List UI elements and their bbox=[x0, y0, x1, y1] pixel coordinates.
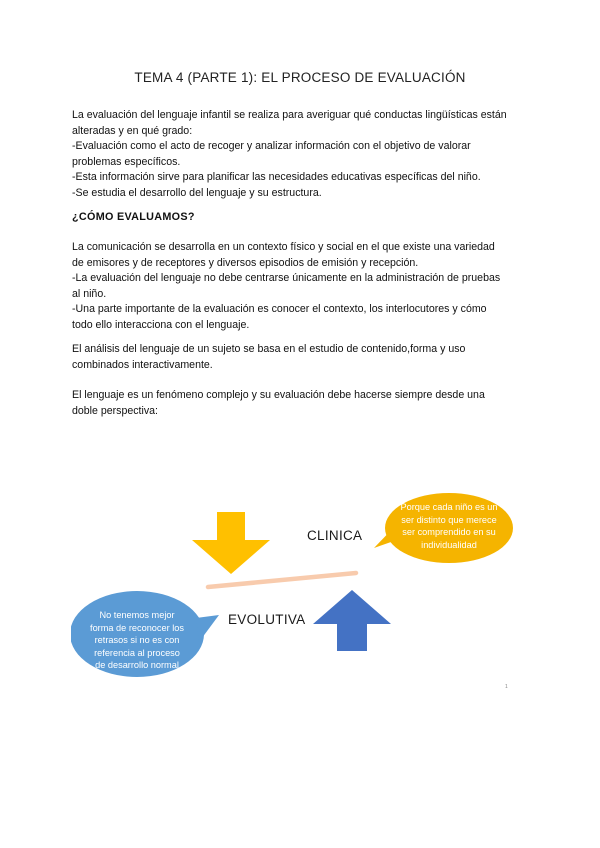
clinica-label: CLINICA bbox=[307, 528, 363, 543]
analysis-line: El análisis del lenguaje de un sujeto se basa en el estudio de contenido,forma y uso bbox=[72, 343, 466, 355]
evolutiva-bubble-text bbox=[75, 609, 199, 672]
intro-paragraph bbox=[72, 108, 532, 202]
up-arrow-icon bbox=[313, 590, 391, 651]
evaluation-perspectives-diagram bbox=[71, 484, 529, 694]
evolutiva-label: EVOLUTIVA bbox=[228, 612, 306, 627]
intro-line: alteradas y en qué grado: bbox=[72, 124, 193, 137]
evolutiva-bubble-line: No tenemos mejor bbox=[99, 610, 175, 620]
intro-line: -Evaluación como el acto de recoger y analizar información con el objetivo de valorar bbox=[72, 140, 471, 153]
context-paragraph bbox=[72, 240, 532, 334]
balance-bar bbox=[208, 573, 356, 587]
clinica-bubble-line: individualidad bbox=[421, 539, 477, 550]
perspective-line: doble perspectiva: bbox=[72, 404, 158, 417]
evolutiva-bubble-line: de desarrollo normal bbox=[95, 660, 179, 670]
intro-line: La evaluación del lenguaje infantil se realiza para averiguar qué conductas lingüísticas están bbox=[72, 109, 507, 121]
clinica-bubble-line: Porque cada niño es un bbox=[400, 502, 498, 512]
context-line: La comunicación se desarrolla en un contexto físico y social en el que existe una variedad bbox=[72, 241, 495, 253]
analysis-line: combinados interactivamente. bbox=[72, 358, 213, 371]
clinica-bubble-text bbox=[389, 501, 509, 551]
down-arrow-icon bbox=[192, 512, 270, 574]
intro-line: -Se estudia el desarrollo del lenguaje y su estructura. bbox=[72, 186, 322, 199]
perspective-paragraph bbox=[72, 388, 532, 419]
clinica-bubble-line: ser comprendido en su bbox=[402, 527, 496, 537]
intro-line: -Esta información sirve para planificar las necesidades educativas específicas del niño. bbox=[72, 171, 481, 184]
context-line: de emisores y de receptores y diversos episodios de emisión y recepción. bbox=[72, 256, 419, 269]
analysis-paragraph bbox=[72, 342, 532, 373]
page-title: TEMA 4 (PARTE 1): EL PROCESO DE EVALUACIÓN bbox=[134, 70, 466, 85]
context-line: -La evaluación del lenguaje no debe centrarse únicamente en la administración de pruebas bbox=[72, 272, 501, 285]
intro-line: problemas específicos. bbox=[72, 155, 181, 168]
clinica-bubble-line: ser distinto que merece bbox=[401, 514, 497, 525]
perspective-line: El lenguaje es un fenómeno complejo y su evaluación debe hacerse siempre desde una bbox=[72, 389, 485, 401]
context-line: todo ello interacciona con el lenguaje. bbox=[72, 318, 250, 331]
context-line: al niño. bbox=[72, 287, 107, 300]
evolutiva-bubble-tail bbox=[196, 615, 219, 642]
section-heading: ¿CÓMO EVALUAMOS? bbox=[72, 211, 195, 223]
evolutiva-bubble-line: referencia al proceso bbox=[94, 647, 180, 658]
context-line: -Una parte importante de la evaluación es conocer el contexto, los interlocutores y cómo bbox=[72, 303, 487, 316]
evolutiva-bubble-line: forma de reconocer los bbox=[90, 622, 184, 633]
slide-number: 1 bbox=[505, 684, 508, 690]
evolutiva-bubble-line: retrasos si no es con bbox=[94, 635, 180, 645]
